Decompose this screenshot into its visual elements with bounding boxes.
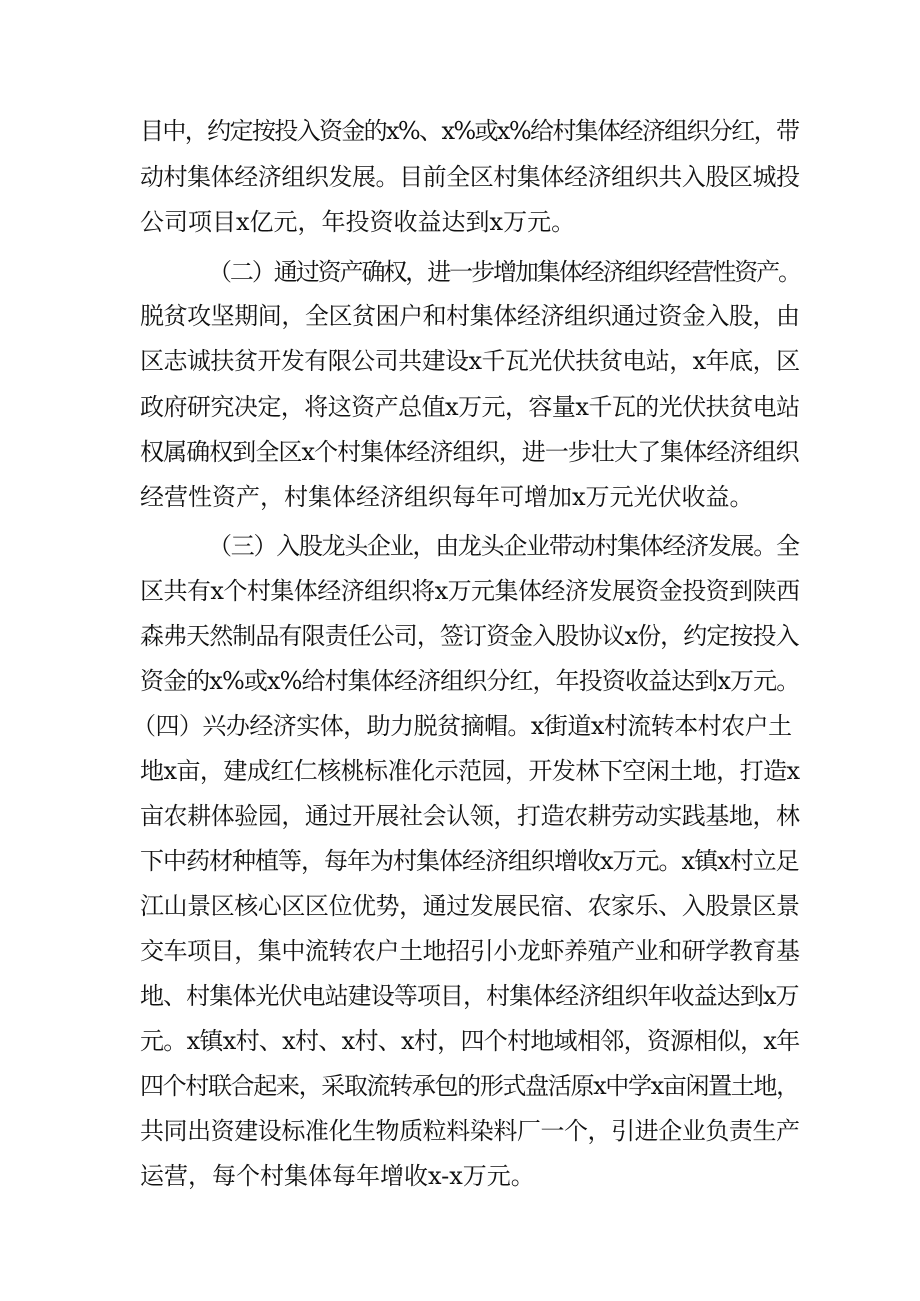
paragraph-4-line-4: 下中药材种植等，每年为村集体经济组织增收x万元。x镇x村立足 xyxy=(140,847,799,875)
paragraph-4-line-11: 运营，每个村集体每年增收x-x万元。 xyxy=(140,1162,535,1190)
paragraph-4-line-3: 亩农耕体验园，通过开展社会认领，打造农耕劳动实践基地，林 xyxy=(140,802,800,830)
paragraph-3-line-2: 区共有x个村集体经济组织将x万元集体经济发展资金投资到陕西 xyxy=(140,577,800,605)
paragraph-3-line-3: 森弗天然制品有限责任公司，签订资金入股协议x份，约定按投入 xyxy=(140,622,799,650)
paragraph-4-line-2: 地x亩，建成红仁核桃标准化示范园，开发林下空闲土地，打造x xyxy=(140,757,800,785)
paragraph-2-line-3: 区志诚扶贫开发有限公司共建设x千瓦光伏扶贫电站，x年底，区 xyxy=(140,347,800,375)
paragraph-2-line-6: 经营性资产，村集体经济组织每年可增加x万元光伏收益。 xyxy=(140,483,754,511)
paragraph-1-line-2: 动村集体经济组织发展。目前全区村集体经济组织共入股区城投 xyxy=(140,163,800,191)
paragraph-2-line-1: （二）通过资产确权，进一步增加集体经济组织经营性资产。 xyxy=(208,258,800,286)
paragraph-1-line-1: 目中，约定按投入资金的x%、x%或x%给村集体经济组织分红，带 xyxy=(140,117,799,145)
paragraph-2-line-5: 权属确权到全区x个村集体经济组织，进一步壮大了集体经济组织 xyxy=(140,438,799,466)
paragraph-4-line-8: 元。x镇x村、x村、x村、x村，四个村地域相邻，资源相似，x年 xyxy=(140,1027,800,1055)
paragraph-4-line-6: 交车项目，集中流转农户土地招引小龙虾养殖产业和研学教育基 xyxy=(140,937,800,965)
paragraph-3-line-4: 资金的x%或x%给村集体经济组织分红，年投资收益达到x万元。 xyxy=(140,667,800,695)
paragraph-4-line-5: 江山景区核心区区位优势，通过发展民宿、农家乐、入股景区景 xyxy=(140,892,800,920)
paragraph-4-line-10: 共同出资建设标准化生物质粒料染料厂一个，引进企业负责生产 xyxy=(140,1117,800,1145)
paragraph-3-line-1: （三）入股龙头企业，由龙头企业带动村集体经济发展。全 xyxy=(208,532,799,560)
paragraph-4-line-7: 地、村集体光伏电站建设等项目，村集体经济组织年收益达到x万 xyxy=(140,982,799,1010)
paragraph-2-line-2: 脱贫攻坚期间，全区贫困户和村集体经济组织通过资金入股，由 xyxy=(140,302,800,330)
paragraph-1-line-3: 公司项目x亿元，年投资收益达到x万元。 xyxy=(140,208,576,236)
paragraph-4-line-1: （四）兴办经济实体，助力脱贫摘帽。x街道x村流转本村农户土 xyxy=(132,712,792,740)
paragraph-2-line-4: 政府研究决定，将这资产总值x万元，容量x千瓦的光伏扶贫电站 xyxy=(140,393,800,421)
paragraph-4-line-9: 四个村联合起来，采取流转承包的形式盘活原x中学x亩闲置土地， xyxy=(140,1072,799,1100)
